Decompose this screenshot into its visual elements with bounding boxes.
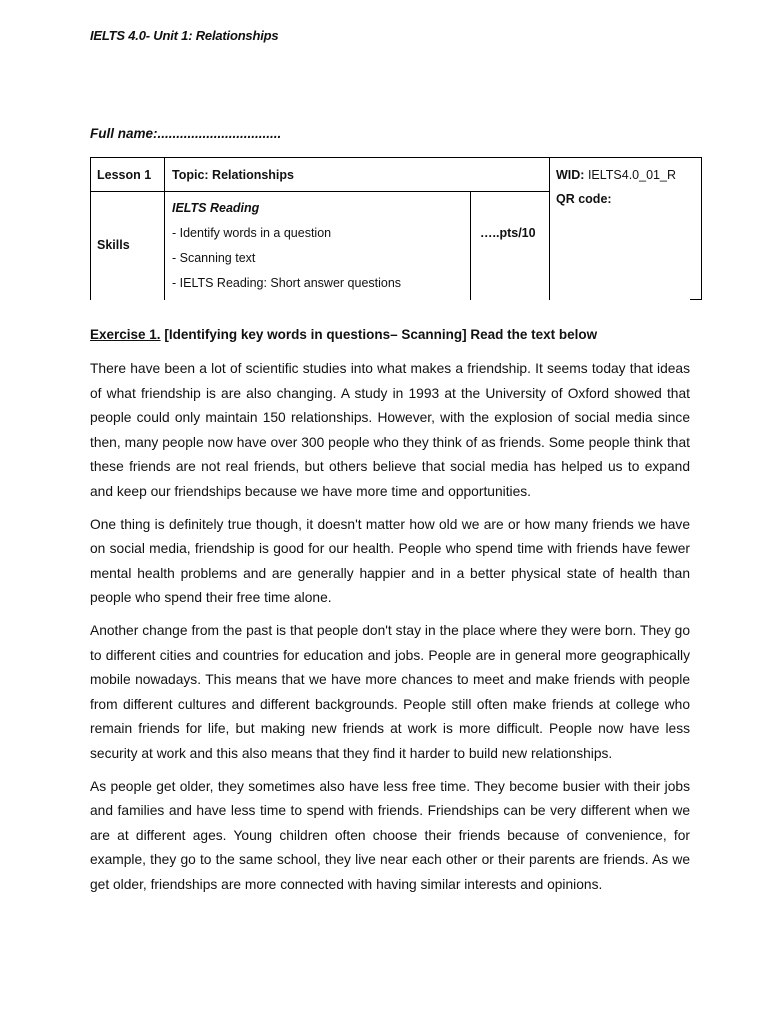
skills-item: - Identify words in a question <box>172 226 332 240</box>
passage-paragraph: As people get older, they sometimes also have less free time. They become busier with their jobs and families and have less time to spend with friends. Friendships can be very different when we are at different ages. Young children often choose their friends because of convenience, for example, they go to the same school, they live near each other or their parents are friends. As we get older, friendships are more connected with having similar interests and opinions. <box>90 778 690 892</box>
table-col-divider-2 <box>470 191 471 300</box>
lesson-label: Lesson 1 <box>97 168 152 182</box>
table-border-top <box>90 157 702 158</box>
exercise-heading <box>90 327 597 342</box>
passage-paragraph: There have been a lot of scientific studies into what makes a friendship. It seems today that ideas of what friendship is are also changing. A study in 1993 at the University of Oxford showed that people could only maintain 150 relationships. However, with the explosion of social media since then, many people now have over 300 people who they think of as friends. Some people think that these friends are not real friends, but others believe that social media has helped us to expand and keep our friendships because we have more time and opportunities. <box>90 361 690 499</box>
wid-label: WID: <box>556 168 585 182</box>
wid-value: IELTS4.0_01_R <box>587 168 676 182</box>
table-border-left <box>90 157 91 300</box>
points-field: …..pts/10 <box>480 226 536 240</box>
skills-label: Skills <box>97 238 130 252</box>
topic-label: Topic: Relationships <box>172 168 294 182</box>
skills-heading: IELTS Reading <box>172 201 260 215</box>
table-border-right <box>701 157 702 300</box>
passage-paragraph: One thing is definitely true though, it doesn't matter how old we are or how many friends we have on social media, friendship is good for our health. People who spend time with friends have fewer mental health problems and are generally happier and in a better physical state of health than people who spend their free time alone. <box>90 516 690 606</box>
wid-field <box>556 167 676 183</box>
document-header: IELTS 4.0- Unit 1: Relationships <box>90 28 279 43</box>
table-col-divider-3 <box>549 157 550 300</box>
full-name-field: Full name:................................. <box>90 126 282 141</box>
table-border-corner <box>690 299 702 300</box>
qr-code-label: QR code: <box>556 192 612 206</box>
skills-item: - Scanning text <box>172 251 256 265</box>
table-col-divider-1 <box>164 157 165 300</box>
table-row-divider <box>90 191 549 192</box>
reading-passage <box>90 357 690 905</box>
skills-item: - IELTS Reading: Short answer questions <box>172 276 402 290</box>
exercise-instruction: [Identifying key words in questions– Scanning] Read the text below <box>164 327 598 342</box>
exercise-label: Exercise 1. <box>90 327 161 342</box>
lesson-info-table <box>90 157 702 300</box>
passage-paragraph: Another change from the past is that people don't stay in the place where they were born. They go to different cities and countries for education and jobs. People are in general more geographically mobile nowadays. This means that we have more chances to meet and make friends with people from different cultures and different backgrounds. People still often make friends at college who remain friends for life, but making new friends at work is more difficult. People now have less security at work and this also means that they find it harder to build new relationships. <box>90 622 690 761</box>
